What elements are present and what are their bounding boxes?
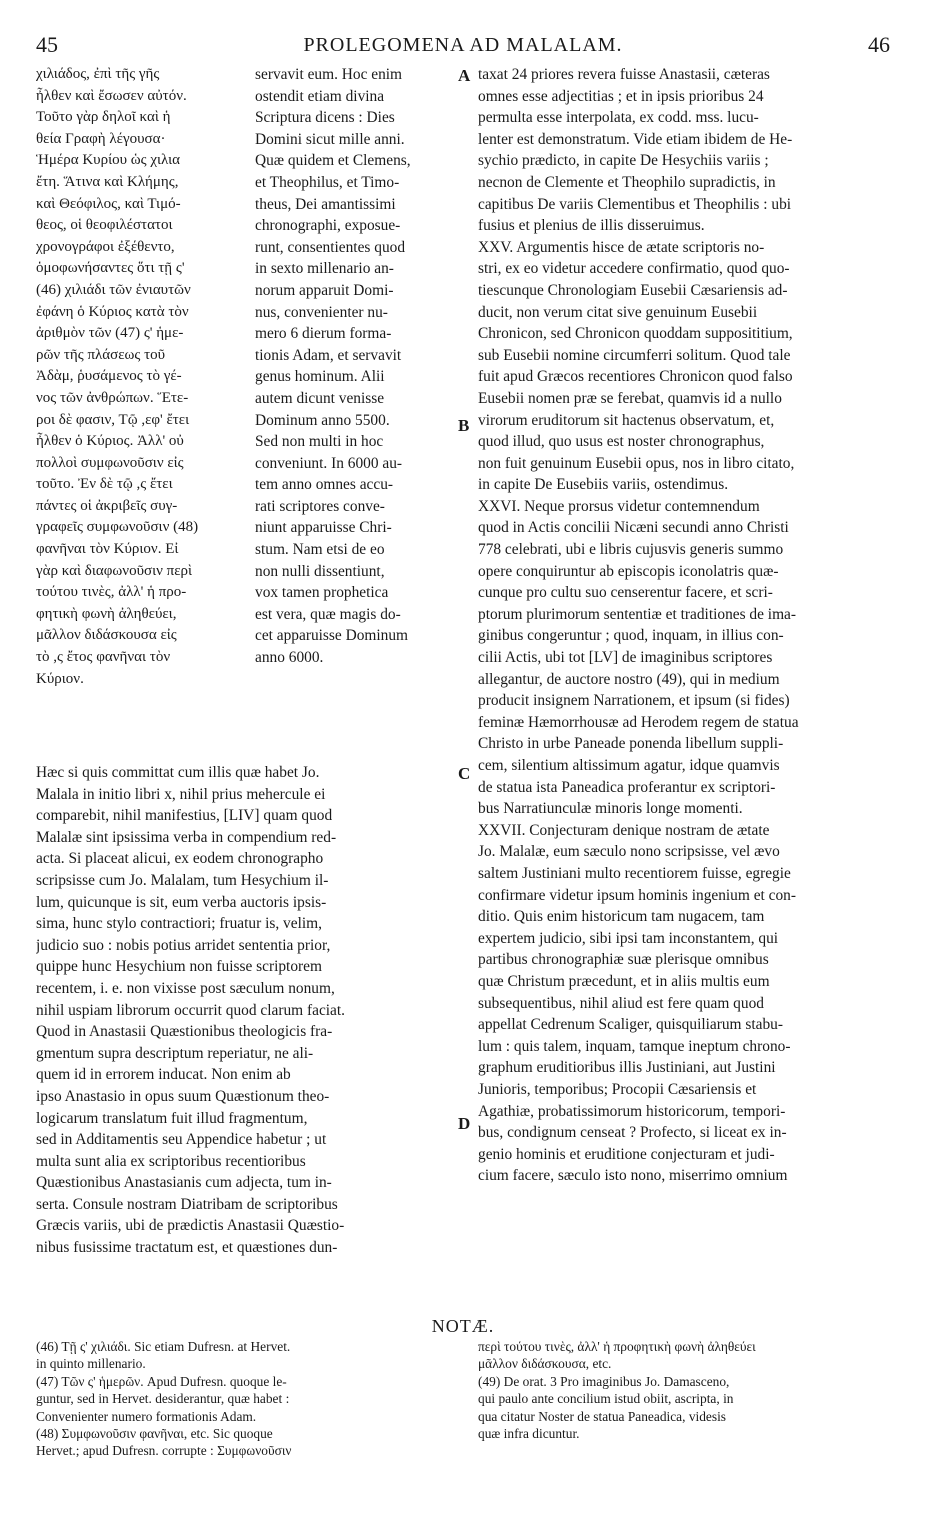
- text-line: est vera, quæ magis do-: [255, 605, 401, 623]
- footnotes-left: [36, 1338, 456, 1460]
- text-line: tionis Adam, et servavit: [255, 346, 402, 364]
- text-line: in sexto millenario an-: [255, 260, 394, 278]
- text-line: Dominum anno 5500.: [255, 411, 390, 429]
- text-line: tiescunque Chronologiam Eusebii Cæsariensis ad-: [478, 281, 788, 299]
- text-line: virorum eruditorum sit hactenus observatum, et,: [478, 411, 775, 429]
- greek-text-column: [36, 64, 248, 690]
- text-line: Sed non multi in hoc: [255, 433, 384, 451]
- running-header: [36, 32, 890, 66]
- text-line: Quæ quidem et Clemens,: [255, 152, 411, 170]
- text-line: lum, quicunque is sit, eum verba auctoris ipsis-: [36, 893, 327, 911]
- text-line: lenter est demonstratum. Vide etiam ibidem de He-: [478, 130, 793, 148]
- text-line: logicarum translatum fuit illud fragmentum,: [36, 1109, 308, 1127]
- text-line: νος τῶν ἀνθρώπων. Ἕτε-: [36, 389, 189, 406]
- text-line: πάντες οἱ ἀκριβεῖς συγ-: [36, 497, 178, 514]
- page-number-right: 46: [868, 32, 890, 57]
- text-line: sub Eusebii nomine circumferri solitum. Quod tale: [478, 346, 791, 364]
- text-line: stum. Nam etsi de eo: [255, 541, 385, 559]
- text-line: cet apparuisse Dominum: [255, 627, 409, 645]
- text-line: XXVII. Conjecturam denique nostram de ætate: [478, 821, 770, 839]
- text-line: judicio suo : nobis potius arridet sententia prior,: [36, 936, 331, 954]
- text-line: capitibus De variis Clementibus et Theophilis : ubi: [478, 195, 792, 213]
- text-line: Quod in Anastasii Quæstionibus theologicis fra-: [36, 1023, 333, 1041]
- text-line: lum : quis talem, inquam, tamque ineptum chrono-: [478, 1037, 791, 1055]
- text-line: confirmare videtur ipsum hominis ingenium et con-: [478, 886, 797, 904]
- text-line: ptorum plurimorum sententiæ et traditiones de ima-: [478, 605, 797, 623]
- text-line: χρονογράφοι ἐξέθεντο,: [36, 238, 175, 255]
- text-line: XXV. Argumentis hisce de ætate scriptoris no-: [478, 238, 765, 256]
- text-line: Scriptura dicens : Dies: [255, 109, 395, 127]
- right-commentary-column: [478, 64, 890, 1187]
- text-line: nihil uspiam librorum occurrit quod clarum faciat.: [36, 1001, 346, 1019]
- notes-heading: NOTÆ.: [431, 1316, 495, 1336]
- text-line: Christo in urbe Paneade ponenda libellum suppli-: [478, 735, 784, 753]
- text-line: 778 celebrati, ubi e libris cujusvis generis summo: [478, 541, 784, 559]
- text-line: θεος, οἱ θεοφιλέστατοι: [36, 217, 173, 234]
- text-line: ρῶν τῆς πλάσεως τοῦ: [36, 346, 166, 363]
- text-line: fuit apud Græcos recentiores Chronicon quod falso: [478, 368, 793, 386]
- footnote-line: (49) De orat. 3 Pro imaginibus Jo. Damasceno,: [478, 1373, 730, 1389]
- text-line: πολλοὶ συμφωνοῦσιν εἰς: [36, 454, 184, 471]
- text-line: sed in Additamentis seu Appendice habetur ; ut: [36, 1131, 327, 1149]
- text-line: anno 6000.: [255, 649, 324, 667]
- text-line: autem dicunt venisse: [255, 389, 385, 407]
- text-line: nibus fusissime tractatum est, et quæstiones dun-: [36, 1239, 338, 1257]
- text-line: γὰρ καὶ διαφωνοῦσιν περὶ: [36, 562, 193, 579]
- text-line: quem id in errorem inducat. Non enim ab: [36, 1066, 291, 1084]
- text-line: Malalæ sint ipsissima verba in compendium red-: [36, 828, 337, 846]
- text-line: saltem Justiniani multo recentiorem fuisse, egregie: [478, 864, 791, 882]
- text-line: ροι δὲ φασιν, Τῷ ,εφ' ἔτει: [36, 411, 190, 428]
- text-line: Ἀδὰμ, ῥυσάμενος τὸ γέ-: [36, 368, 182, 385]
- latin-translation-column: [255, 64, 453, 669]
- text-line: cunque pro cultu suo censerentur facere, et scri-: [478, 584, 773, 602]
- text-line: norum apparuit Domi-: [255, 281, 394, 299]
- text-line: Chronicon, sed Chronicon quoddam supposititium,: [478, 325, 793, 343]
- footnotes-right: [478, 1338, 890, 1442]
- text-line: bus, condignum censeat ? Profecto, si liceat ex in-: [478, 1124, 787, 1142]
- text-line: ἦλθεν καὶ ἔσωσεν αὐτόν.: [36, 87, 187, 104]
- text-line: Agathiæ, probatissimorum historicorum, tempori-: [478, 1102, 786, 1120]
- text-line: cem, silentium altissimum agatur, idque quamvis: [478, 757, 780, 774]
- text-line: γραφεῖς συμφωνοῦσιν (48): [36, 519, 199, 536]
- margin-letter-a: A: [458, 66, 471, 85]
- text-line: expertem judicio, sibi ipsi tam inconstantem, qui: [478, 929, 779, 947]
- text-line: καὶ Θεόφιλος, καὶ Τιμό-: [36, 195, 181, 212]
- text-line: quippe hunc Hesychium non fuisse scriptorem: [36, 958, 322, 976]
- footnote-line: quæ infra dicuntur.: [478, 1426, 580, 1442]
- text-line: stri, ex eo videtur accedere confirmatio, quod quo-: [478, 260, 790, 278]
- text-line: scripsisse cum Jo. Malalam, tum Hesychium il-: [36, 871, 329, 889]
- text-line: chronographi, exposue-: [255, 217, 401, 235]
- text-line: servavit eum. Hoc enim: [255, 66, 403, 83]
- text-line: τοῦτο. Ἐν δὲ τῷ ,ς ἔτει: [36, 476, 173, 493]
- text-line: multa sunt alia ex scriptoribus recentioribus: [36, 1152, 306, 1170]
- text-line: quæ Christum præcedunt, et in aliis multis eum: [478, 972, 770, 990]
- text-line: quod illud, quo usus est noster chronographus,: [478, 433, 765, 451]
- text-line: theus, Dei amantissimi: [255, 195, 396, 213]
- text-line: runt, consentientes quod: [255, 238, 406, 256]
- text-line: ἦλθεν ὁ Κύριος. Ἀλλ' οὐ: [36, 433, 184, 450]
- text-line: de statua ista Paneadica proferantur ex scriptori-: [478, 778, 776, 796]
- text-line: τούτου τινὲς, ἀλλ' ἡ προ-: [36, 584, 187, 601]
- margin-letter-c: C: [458, 764, 471, 783]
- text-line: cilii Actis, ubi tot [LV] de imaginibus scriptores: [478, 649, 773, 667]
- text-line: fusius et plenius de illis disseruimus.: [478, 217, 705, 235]
- text-line: quod in Actis concilii Nicæni secundi anno Christi: [478, 519, 789, 537]
- text-line: mero 6 dierum forma-: [255, 325, 392, 343]
- text-line: recentem, i. e. non vixisse post sæculum nonum,: [36, 979, 335, 997]
- text-line: φητικὴ φωνὴ ἀληθεύει,: [36, 605, 177, 622]
- text-line: gmentum supra descriptum reperiatur, ne ali-: [36, 1044, 314, 1062]
- footnote-line: (46) Τῇ ς' χιλιάδι. Sic etiam Dufresn. at Hervet.: [36, 1339, 291, 1354]
- text-line: Domini sicut mille anni.: [255, 130, 405, 148]
- text-line: ostendit etiam divina: [255, 87, 385, 105]
- text-line: appellat Cedrenum Scaliger, quisquiliarum stabu-: [478, 1016, 783, 1034]
- page-number-left: 45: [36, 32, 58, 57]
- text-line: ditio. Quis enim historicum tam nugacem, tam: [478, 908, 765, 926]
- text-line: Ἡμέρα Κυρίου ὡς χιλια: [36, 152, 181, 169]
- margin-letter-b: B: [458, 416, 470, 435]
- text-line: Jo. Malalæ, eum sæculo nono scripsisse, vel ævo: [478, 843, 780, 861]
- footnote-line: μᾶλλον διδάσκουσα, etc.: [478, 1356, 612, 1372]
- text-line: subsequentibus, nihil aliud est fere quam quod: [478, 994, 764, 1012]
- text-line: allegantur, de auctore nostro (49), qui in medium: [478, 670, 780, 688]
- text-line: producit insignem Narrationem, et ipsum (si fides): [478, 692, 790, 710]
- text-line: rati scriptores conve-: [255, 497, 385, 515]
- footnote-line: περὶ τούτου τινὲς, ἀλλ' ἡ προφητικὴ φωνὴ ἀληθεύει: [478, 1339, 756, 1354]
- text-line: graphum eruditioribus illis Justiniani, aut Justini: [478, 1059, 776, 1077]
- text-line: φανῆναι τὸν Κύριον. Εἰ: [36, 541, 179, 558]
- text-line: Τοῦτο γὰρ δηλοῖ καὶ ἡ: [36, 109, 171, 126]
- text-line: tem anno omnes accu-: [255, 476, 394, 494]
- text-line: vox tamen prophetica: [255, 584, 389, 602]
- footnote-line: (48) Συμφωνοῦσιν φανῆναι, etc. Sic quoque: [36, 1426, 273, 1442]
- text-line: permulta esse interpolata, ex codd. mss. lucu-: [478, 109, 759, 127]
- text-line: ἐφάνη ὁ Κύριος κατὰ τὸν: [36, 303, 189, 320]
- text-line: μᾶλλον διδάσκουσα εἰς: [36, 627, 177, 644]
- text-line: conveniunt. In 6000 au-: [255, 454, 403, 472]
- footnote-line: (47) Τῶν ς' ἡμερῶν. Apud Dufresn. quoque le-: [36, 1373, 287, 1389]
- text-line: ὁμοφωνήσαντες ὅτι τῇ ς': [36, 260, 185, 277]
- text-line: ἔτη. Ἅτινα καὶ Κλήμης,: [36, 173, 179, 190]
- text-line: χιλιάδος, ἐπὶ τῆς γῆς: [36, 66, 160, 82]
- footnote-line: qui paulo ante concilium istud obiit, ascripta, in: [478, 1391, 734, 1407]
- text-line: θεία Γραφὴ λέγουσα·: [36, 130, 166, 147]
- text-line: τὸ ,ς ἔτος φανῆναι τὸν: [36, 649, 171, 666]
- left-commentary-column: [36, 762, 456, 1259]
- text-line: omnes esse adjectitias ; et in ipsis prioribus 24: [478, 87, 764, 105]
- text-line: comparebit, nihil manifestius, [LIV] quam quod: [36, 807, 333, 825]
- text-line: in capite De Eusebiis variis, ostendimus.: [478, 476, 729, 494]
- text-line: Græcis variis, ubi de prædictis Anastasii Quæstio-: [36, 1217, 345, 1235]
- text-line: ἀριθμὸν τῶν (47) ς' ἡμε-: [36, 325, 184, 342]
- running-title: PROLEGOMENA AD MALALAM.: [303, 34, 623, 56]
- text-line: XXVI. Neque prorsus videtur contemnendum: [478, 497, 760, 515]
- text-line: Hæc si quis committat cum illis quæ habet Jo.: [36, 764, 320, 781]
- text-line: Malala in initio libri x, nihil prius mehercule ei: [36, 785, 326, 803]
- text-line: Junioris, temporibus; Procopii Cæsariensis et: [478, 1080, 757, 1098]
- text-line: feminæ Hæmorrhousæ ad Herodem regem de statua: [478, 713, 799, 731]
- footnote-line: guntur, sed in Hervet. desiderantur, quæ habet :: [36, 1391, 290, 1407]
- text-line: opere conquiruntur ab episcopis iconolatris quæ-: [478, 562, 779, 580]
- text-line: ginibus congeruntur ; quod, inquam, in illius con-: [478, 627, 784, 645]
- text-line: niunt apparuisse Chri-: [255, 519, 392, 537]
- text-line: sychio prædicto, in capite De Hesychiis variis ;: [478, 152, 769, 170]
- text-line: sima, hunc stylo contractiori; fruatur is, velim,: [36, 915, 322, 933]
- footnote-line: in quinto millenario.: [36, 1356, 146, 1372]
- text-line: serta. Consule nostram Diatribam de scriptoribus: [36, 1195, 338, 1213]
- text-line: non nulli dissentiunt,: [255, 562, 385, 580]
- text-line: ipso Anastasio in opus suum Quæstionum theo-: [36, 1087, 330, 1105]
- text-line: Eusebii nomen præ se ferebat, quamvis id a nullo: [478, 389, 782, 407]
- text-line: bus Narratiunculæ minoris longe momenti.: [478, 800, 743, 818]
- margin-letter-d: D: [458, 1114, 471, 1133]
- footnote-line: qua citatur Noster de statua Paneadica, videsis: [478, 1408, 727, 1424]
- text-line: non fuit genuinum Eusebii opus, nos in libro citato,: [478, 454, 795, 472]
- text-line: Κύριον.: [36, 670, 84, 687]
- text-line: (46) χιλιάδι τῶν ἐνιαυτῶν: [36, 281, 191, 298]
- text-line: acta. Si placeat alicui, ex eodem chronographo: [36, 850, 324, 868]
- text-line: Quæstionibus Anastasianis cum adjecta, tum in-: [36, 1174, 332, 1192]
- footnote-line: Convenienter numero formationis Adam.: [36, 1408, 257, 1424]
- text-line: cium facere, sæculo isto nono, miserrimo omnium: [478, 1167, 788, 1185]
- text-line: taxat 24 priores revera fuisse Anastasii, cæteras: [478, 66, 770, 83]
- text-line: partibus chronographiæ suæ plerisque omnibus: [478, 951, 769, 969]
- text-line: genio hominis et eruditione conjecturam et judi-: [478, 1145, 775, 1163]
- text-line: et Theophilus, et Timo-: [255, 173, 400, 191]
- text-line: ducit, non verum citat sive genuinum Eusebii: [478, 303, 758, 321]
- text-line: necnon de Clemente et Theophilo supradictis, in: [478, 173, 776, 191]
- text-line: nus, convenienter nu-: [255, 303, 388, 321]
- footnote-line: Hervet.; apud Dufresn. corrupte : Συμφωνοῦσιν: [36, 1443, 292, 1459]
- text-line: genus hominum. Alii: [255, 368, 385, 386]
